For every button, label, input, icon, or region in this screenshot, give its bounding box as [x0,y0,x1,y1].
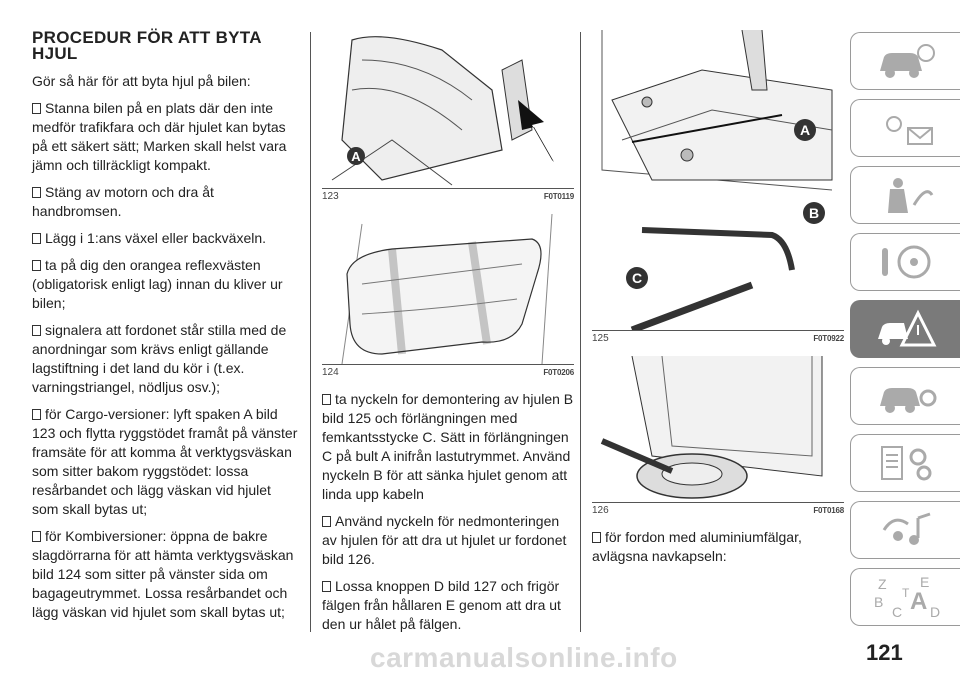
safety-icon [874,175,938,215]
figure-123-seat [322,30,574,189]
list-item: Stäng av motorn och dra åt handbromsen. [32,184,214,219]
column-divider [310,32,311,632]
controls-icon [874,242,938,282]
figure-caption: 124 F0T0206 [322,367,574,378]
label-a: A [799,122,811,138]
watermark: carmanualsonline.info [370,642,678,673]
warning-lights-icon [874,108,938,148]
list-item: Lossa knoppen D bild 127 och frigör fälgen från hållaren E genom att dra ut den ur hålet på fälgen. [322,578,561,632]
svg-text:A: A [909,588,927,615]
list-item: Stanna bilen på en plats där den inte medför trafikfara och där hjulet kan bytas på ett säkert sätt; Marken skall helst vara jämn och tillräckligt kompakt. [32,100,287,173]
svg-text:D: D [929,604,940,620]
tab-maintenance[interactable] [850,367,960,425]
text-column-1 [32,30,300,630]
checkbox-bullet-icon [322,394,331,405]
intro-text: Gör så här för att byta hjul på bilen: [32,73,251,89]
figure-caption: 126 F0T0168 [592,505,844,516]
tab-car-info[interactable] [850,32,960,90]
tab-controls[interactable] [850,233,960,291]
label-b: B [808,205,820,221]
svg-text:C: C [891,604,902,620]
tab-technical-data[interactable] [850,434,960,492]
checkbox-bullet-icon [32,103,41,114]
checkbox-bullet-icon [32,260,41,271]
tab-index[interactable] [850,568,960,626]
label-a: A [351,149,361,164]
list-item: Lägg i 1:ans växel eller backväxeln. [32,229,300,248]
list-item: Använd nyckeln för nedmonteringen av hjulen för att dra ut hjulet ur fordonet bild 126. [322,513,567,567]
column-divider [580,32,581,632]
chapter-sidebar [850,32,960,635]
figure-124-tool-bag [322,214,574,365]
checkbox-bullet-icon [32,187,41,198]
label-c: C [631,270,643,286]
list-item: ta på dig den orangea reflexvästen (obligatorisk enligt lag) innan du kliver ur bilen; [32,257,283,311]
checkbox-bullet-icon [32,233,41,244]
list-item: för Cargo-versioner: lyft spaken A bild 123 och flytta ryggstödet framåt på vänster framsäte för att komma åt verktygsväskan som sitter bakom ryggstödet: lossa resårbandet och lägg väskan vid hjulet som skall bytas ut; [32,406,298,517]
technical-data-icon [874,443,938,483]
tab-warning-lights[interactable] [850,99,960,157]
svg-text:T: T [901,586,909,600]
checkbox-bullet-icon [322,581,331,592]
tab-emergency[interactable] [850,300,960,358]
svg-text:Z: Z [877,576,887,592]
car-info-icon [874,41,938,81]
checkbox-bullet-icon [32,409,41,420]
checkbox-bullet-icon [32,531,41,542]
page-number: 121 [866,640,903,665]
text-column-2 [322,30,574,642]
svg-text:E: E [919,574,929,590]
page-title: PROCEDUR FÖR ATT BYTA HJUL [32,28,262,63]
emergency-icon [874,309,938,349]
checkbox-bullet-icon [32,325,41,336]
index-icon [870,573,942,621]
figure-caption: 123 F0T0119 [322,191,574,202]
figure-126-spare-wheel [592,356,844,503]
text-column-3 [592,30,844,574]
list-item: signalera att fordonet står stilla med de anordningar som krävs enligt gällande lagstiftning i det land du kör i (t.ex. varningstriangel, nödljus osv.); [32,322,287,395]
list-item: ta nyckeln for demontering av hjulen B bild 125 och förlängningen med femkantsstycke C. Sätt in förlängningen C på bult A inifrån lastutrymmet. Använd nyckeln B för att sänka hjulet genom att linda upp kabeln [322,391,574,502]
checkbox-bullet-icon [322,516,331,527]
tab-multimedia[interactable] [850,501,960,559]
list-item: för fordon med aluminiumfälgar, avlägsna navkapseln: [592,529,802,564]
svg-text:B: B [873,594,883,610]
list-item: för Kombiversioner: öppna de bakre slagdörrarna för att hämta verktygsväskan bild 124 som sitter på vänster sida om bagageutrymmet. Lossa resårbandet och lägg väskan vid hjulet som skall bytas ut; [32,528,294,620]
tab-safety[interactable] [850,166,960,224]
figure-125-wheel-wrench [592,30,844,331]
maintenance-icon [874,376,938,416]
figure-caption: 125 F0T0922 [592,333,844,344]
checkbox-bullet-icon [592,532,601,543]
multimedia-icon [874,510,938,550]
